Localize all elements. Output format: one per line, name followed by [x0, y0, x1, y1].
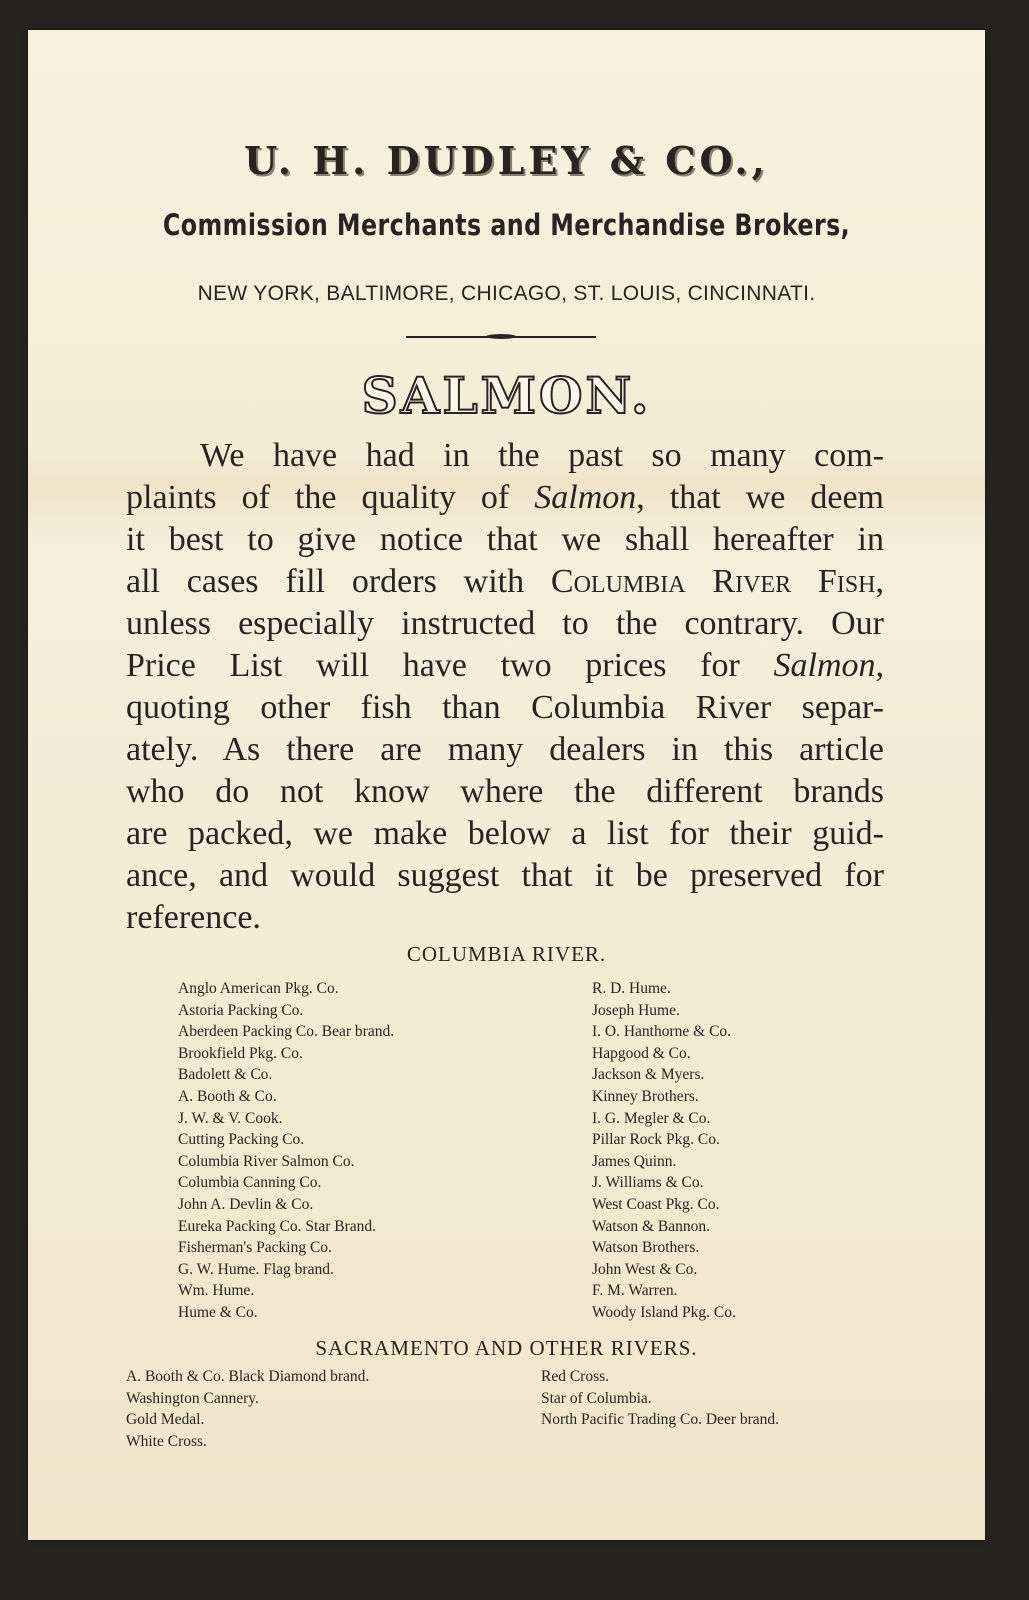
list-item: J. Williams & Co. [592, 1174, 704, 1192]
paragraph-line [126, 645, 884, 687]
paragraph-line [126, 561, 884, 603]
list-item: Star of Columbia. [541, 1389, 652, 1407]
list-item: Kinney Brothers. [592, 1087, 699, 1105]
list-item: A. Booth & Co. Black Diamond brand. [126, 1368, 370, 1385]
list-item: Fisherman's Packing Co. [178, 1239, 332, 1257]
columbia-list-right [592, 978, 736, 1324]
list-item: Columbia River Salmon Co. [178, 1152, 355, 1170]
text: Price List will have two prices for [126, 647, 774, 684]
list-item: Cutting Packing Co. [178, 1131, 305, 1149]
list-item: Wm. Hume. [178, 1282, 255, 1300]
paragraph-line [126, 477, 884, 519]
firm-cities: NEW YORK, BALTIMORE, CHICAGO, ST. LOUIS, CINCINNATI. [197, 282, 816, 305]
sacramento-list-left [126, 1366, 369, 1452]
firm-name: U. H. DUDLEY & CO., [244, 138, 769, 183]
list-item: Astoria Packing Co. [178, 1001, 304, 1019]
firm-description: Commission Merchants and Merchandise Brokers, [162, 208, 851, 242]
list-item: Columbia Canning Co. [178, 1174, 322, 1192]
paragraph-line: reference. [126, 899, 261, 936]
notice-paragraph [126, 435, 884, 939]
list-item: Brookfield Pkg. Co. [178, 1044, 303, 1062]
list-item: Washington Cannery. [126, 1389, 259, 1407]
list-item: James Quinn. [592, 1152, 677, 1170]
list-item: Jackson & Myers. [592, 1066, 705, 1084]
paragraph-line: unless especially instructed to the contrary. Our [126, 605, 884, 642]
paragraph-line: are packed, we make below a list for their guid- [126, 815, 884, 852]
list-item: John A. Devlin & Co. [178, 1195, 314, 1213]
list-item: Red Cross. [541, 1368, 610, 1385]
italic-text: Salmon [773, 647, 876, 684]
small-caps-text: Columbia River Fish [550, 563, 876, 600]
list-item: Hume & Co. [178, 1303, 258, 1321]
italic-text: Salmon [534, 479, 637, 516]
list-item: A. Booth & Co. [178, 1087, 277, 1105]
list-item: Anglo American Pkg. Co. [178, 980, 339, 997]
list-item: Joseph Hume. [592, 1001, 680, 1019]
list-item: Gold Medal. [126, 1411, 205, 1429]
paragraph-line: quoting other fish than Columbia River separ- [126, 689, 884, 726]
text: , [875, 563, 884, 600]
page-title: SALMON. [361, 366, 652, 425]
paragraph-line: who do not know where the different brands [126, 773, 884, 810]
ornamental-divider [406, 336, 596, 338]
columbia-heading: COLUMBIA RIVER. [406, 942, 607, 966]
list-item: Hapgood & Co. [592, 1044, 691, 1062]
paragraph-line: ance, and would suggest that it be preserved for [126, 857, 884, 894]
paragraph-line: it best to give notice that we shall hereafter in [126, 521, 884, 558]
list-item: Eureka Packing Co. Star Brand. [178, 1217, 377, 1235]
columbia-list-left [178, 978, 394, 1324]
list-item: J. W. & V. Cook. [178, 1109, 283, 1127]
list-item: North Pacific Trading Co. Deer brand. [541, 1411, 780, 1429]
list-item: Woody Island Pkg. Co. [592, 1303, 736, 1321]
sacramento-heading: SACRAMENTO AND OTHER RIVERS. [315, 1336, 698, 1360]
text: plaints of the quality of [126, 479, 535, 516]
list-item: G. W. Hume. Flag brand. [178, 1260, 334, 1278]
list-item: R. D. Hume. [592, 980, 671, 997]
list-item: Badolett & Co. [178, 1066, 273, 1084]
list-item: Watson & Bannon. [592, 1217, 711, 1235]
text: all cases fill orders with [126, 563, 551, 600]
paragraph-line: We have had in the past so many com- [200, 437, 884, 474]
paragraph-line: ately. As there are many dealers in this article [126, 731, 884, 768]
list-item: West Coast Pkg. Co. [592, 1195, 720, 1213]
text: , [875, 647, 884, 684]
text: , that we deem [636, 479, 884, 516]
list-item: Watson Brothers. [592, 1239, 700, 1257]
document-page [28, 30, 985, 1540]
list-item: F. M. Warren. [592, 1282, 678, 1300]
list-item: Pillar Rock Pkg. Co. [592, 1131, 720, 1149]
list-item: I. G. Megler & Co. [592, 1109, 711, 1127]
sacramento-list-right [541, 1366, 779, 1431]
list-item: White Cross. [126, 1432, 207, 1450]
list-item: I. O. Hanthorne & Co. [592, 1023, 732, 1041]
list-item: Aberdeen Packing Co. Bear brand. [178, 1023, 395, 1041]
list-item: John West & Co. [592, 1260, 698, 1278]
